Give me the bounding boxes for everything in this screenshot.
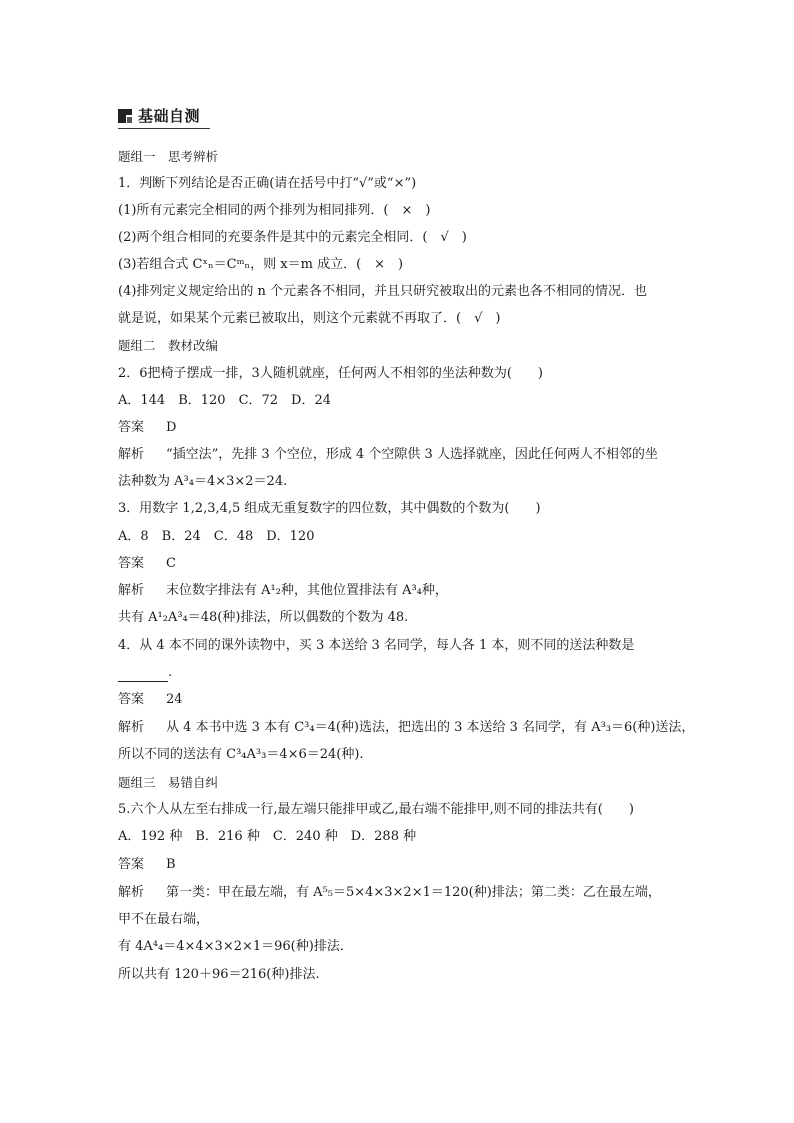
q5-explain-3: 有 4A⁴₄＝4×4×3×2×1＝96(种)排法．	[118, 939, 353, 954]
q5-answer	[118, 856, 176, 874]
q4-explain-1	[118, 719, 694, 737]
q3-stem: 3．用数字 1,2,3,4,5 组成无重复数字的四位数，其中偶数的个数为( )	[118, 501, 541, 516]
group-1-title: 题组一 思考辨析	[118, 149, 219, 164]
q3-answer	[118, 555, 176, 573]
answer-label: 答案	[118, 857, 145, 872]
q3-explain-1	[118, 582, 448, 600]
explain-label: 解析	[118, 720, 145, 735]
q5-explain-4: 所以共有 120＋96＝216(种)排法.	[118, 967, 320, 982]
q4-answer	[118, 691, 183, 709]
explain-label: 解析	[118, 447, 145, 462]
blank-end: .	[168, 665, 173, 680]
section-mark-icon	[118, 109, 132, 123]
q2-answer	[118, 419, 176, 437]
q5-stem: 5.六个人从左至右排成一行,最左端只能排甲或乙,最右端不能排甲,则不同的排法共有( )	[118, 802, 634, 817]
q1-statement-4a: (4)排列定义规定给出的 n 个元素各不相同，并且只研究被取出的元素也各不相同的情况．也	[118, 284, 648, 299]
q1-statement-1: (1)所有元素完全相同的两个排列为相同排列．( × )	[118, 203, 431, 218]
section-title: 基础自测	[138, 107, 201, 125]
answer-blank	[118, 667, 168, 682]
explain-text: 从 4 本书中选 3 本有 C³₄＝4(种)选法，把选出的 3 本送给 3 名同学，有 A³₃＝6(种)送法，	[166, 720, 695, 735]
answer-label: 答案	[118, 692, 145, 707]
explain-text: “插空法”，先排 3 个空位，形成 4 个空隙供 3 人选择就座，因此任何两人不相邻的坐	[166, 447, 658, 462]
q2-options: A．144 B．120 C．72 D．24	[118, 393, 332, 408]
q1-statement-4b: 就是说，如果某个元素已被取出，则这个元素就不再取了．( √ )	[118, 311, 501, 326]
group-2-title: 题组二 教材改编	[118, 338, 219, 353]
q2-stem: 2．6把椅子摆成一排，3人随机就座，任何两人不相邻的坐法种数为( )	[118, 366, 543, 381]
q1-stem: 1．判断下列结论是否正确(请在括号中打“√”或“×”)	[118, 176, 417, 191]
q5-explain-2: 甲不在最右端，	[118, 912, 210, 927]
q1-statement-3: (3)若组合式 Cˣₙ＝Cᵐₙ，则 x＝m 成立．( × )	[118, 257, 404, 272]
answer-label: 答案	[118, 556, 145, 571]
answer-value: 24	[166, 692, 183, 707]
q5-explain-1	[118, 884, 661, 902]
q4-blank-line	[118, 664, 172, 682]
answer-value: B	[166, 857, 176, 872]
q4-stem: 4．从 4 本不同的课外读物中，买 3 本送给 3 名同学，每人各 1 本，则不同的送法种数是	[118, 638, 635, 653]
q4-explain-2: 所以不同的送法有 C³₄A³₃＝4×6＝24(种).	[118, 747, 364, 762]
explain-label: 解析	[118, 885, 145, 900]
answer-label: 答案	[118, 420, 145, 435]
answer-value: D	[166, 420, 177, 435]
section-heading	[118, 105, 210, 129]
q1-statement-2: (2)两个组合相同的充要条件是其中的元素完全相同．( √ )	[118, 230, 467, 245]
answer-value: C	[166, 556, 176, 571]
explain-text: 末位数字排法有 A¹₂种，其他位置排法有 A³₄种，	[166, 583, 448, 598]
explain-label: 解析	[118, 583, 145, 598]
q3-options: A．8 B．24 C．48 D．120	[118, 529, 315, 544]
q2-explain-1	[118, 446, 658, 464]
explain-text: 第一类：甲在最左端，有 A⁵₅＝5×4×3×2×1＝120(种)排法；第二类：乙在最左端，	[166, 885, 661, 900]
group-3-title: 题组三 易错自纠	[118, 775, 219, 790]
q3-explain-2: 共有 A¹₂A³₄＝48(种)排法，所以偶数的个数为 48.	[118, 610, 409, 625]
section-underline	[118, 128, 210, 129]
q2-explain-2: 法种数为 A³₄＝4×3×2＝24.	[118, 474, 288, 489]
q5-options: A．192 种 B．216 种 C．240 种 D．288 种	[118, 829, 417, 844]
